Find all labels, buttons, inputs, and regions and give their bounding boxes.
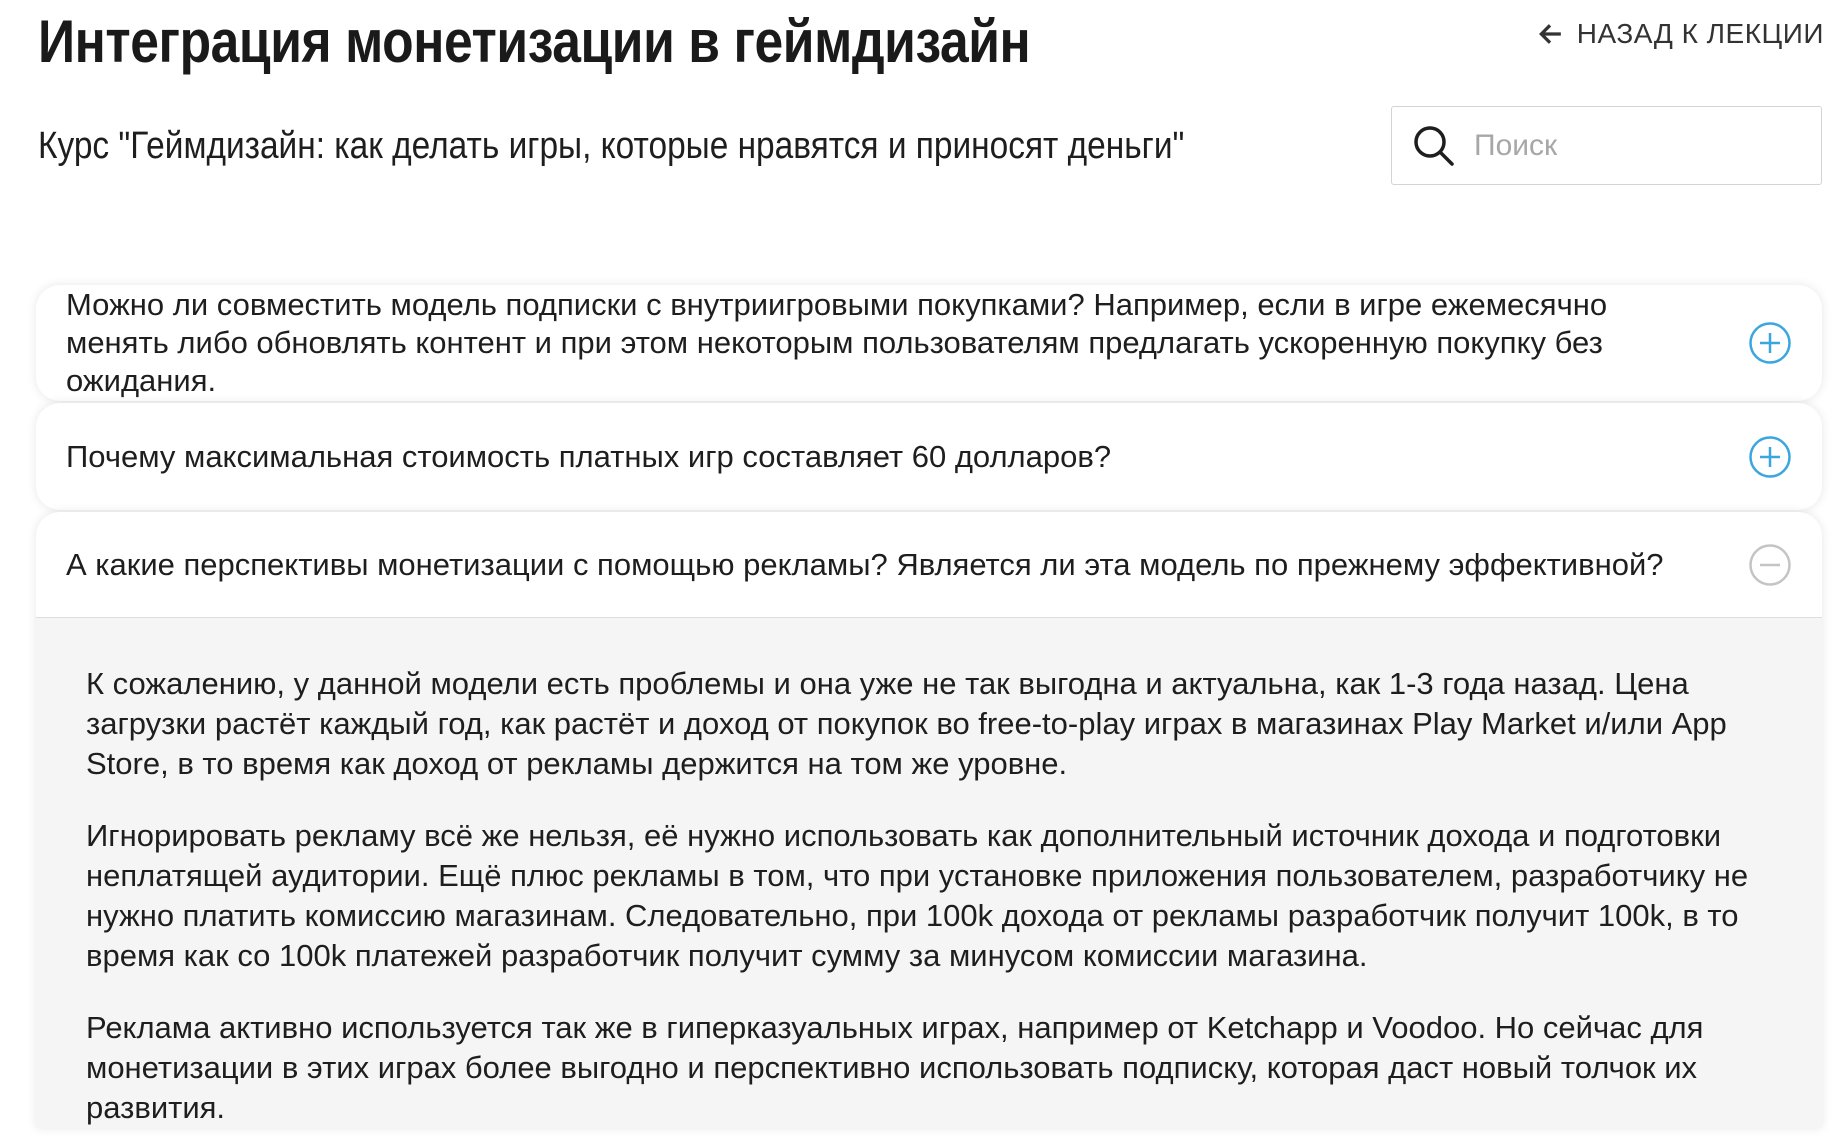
faq-question-text: Почему максимальная стоимость платных игр составляет 60 долларов? <box>66 438 1112 474</box>
search-box[interactable] <box>1391 106 1822 185</box>
arrow-left-icon <box>1537 21 1563 47</box>
faq-question-row[interactable] <box>36 512 1822 618</box>
minus-circle-icon[interactable] <box>1748 543 1792 587</box>
back-link-label: НАЗАД К ЛЕКЦИИ <box>1576 18 1824 49</box>
faq-item <box>36 403 1822 510</box>
faq-list <box>36 285 1822 1130</box>
faq-answer <box>36 618 1822 1128</box>
course-subtitle: Курс "Геймдизайн: как делать игры, которые нравятся и приносят деньги" <box>38 125 1185 167</box>
back-to-lecture-link[interactable] <box>1537 18 1824 50</box>
faq-item-expanded <box>36 512 1822 1128</box>
plus-circle-icon[interactable] <box>1748 435 1792 479</box>
faq-question-text: А какие перспективы монетизации с помощью рекламы? Является ли эта модель по прежнему эффективной? <box>66 546 1664 582</box>
page-title: Интеграция монетизации в геймдизайн <box>38 8 1031 75</box>
answer-paragraph: Игнорировать рекламу всё же нельзя, её нужно использовать как дополнительный источник дохода и подготовки неплатящей аудитории. Ещё плюс рекламы в том, что при установке приложения пользователем, разработчику не нужно платить комиссию магазинам. Следовательно, при 100k дохода от рекламы разработчик получит 100k, в то время как со 100k платежей разработчик получит сумму за минусом комиссии магазина. <box>86 818 1749 973</box>
search-input[interactable] <box>1474 129 1794 163</box>
answer-paragraph: К сожалению, у данной модели есть проблемы и она уже не так выгодна и актуальна, как 1-3 года назад. Цена загрузки растёт каждый год, как растёт и доход от покупок во free-to-play играх в магазинах Play Market и/или App Store, в то время как доход от рекламы держится на том же уровне. <box>86 666 1727 781</box>
answer-paragraph: Реклама активно используется так же в гиперказуальных играх, например от Ketchapp и Voodoo. Но сейчас для монетизации в этих играх более выгодно и перспективно использовать подписку, которая даст новый толчок их развития. <box>86 1010 1704 1125</box>
faq-question-row[interactable] <box>36 285 1822 401</box>
faq-question-row[interactable] <box>36 403 1822 510</box>
search-icon <box>1412 124 1456 168</box>
faq-item <box>36 285 1822 401</box>
faq-question-text: Можно ли совместить модель подписки с внутриигровыми покупками? Например, если в игре ежемесячно менять либо обновлять контент и при этом некоторым пользователям предлагать ускоренную покупку без ожидания. <box>66 287 1608 398</box>
plus-circle-icon[interactable] <box>1748 321 1792 365</box>
